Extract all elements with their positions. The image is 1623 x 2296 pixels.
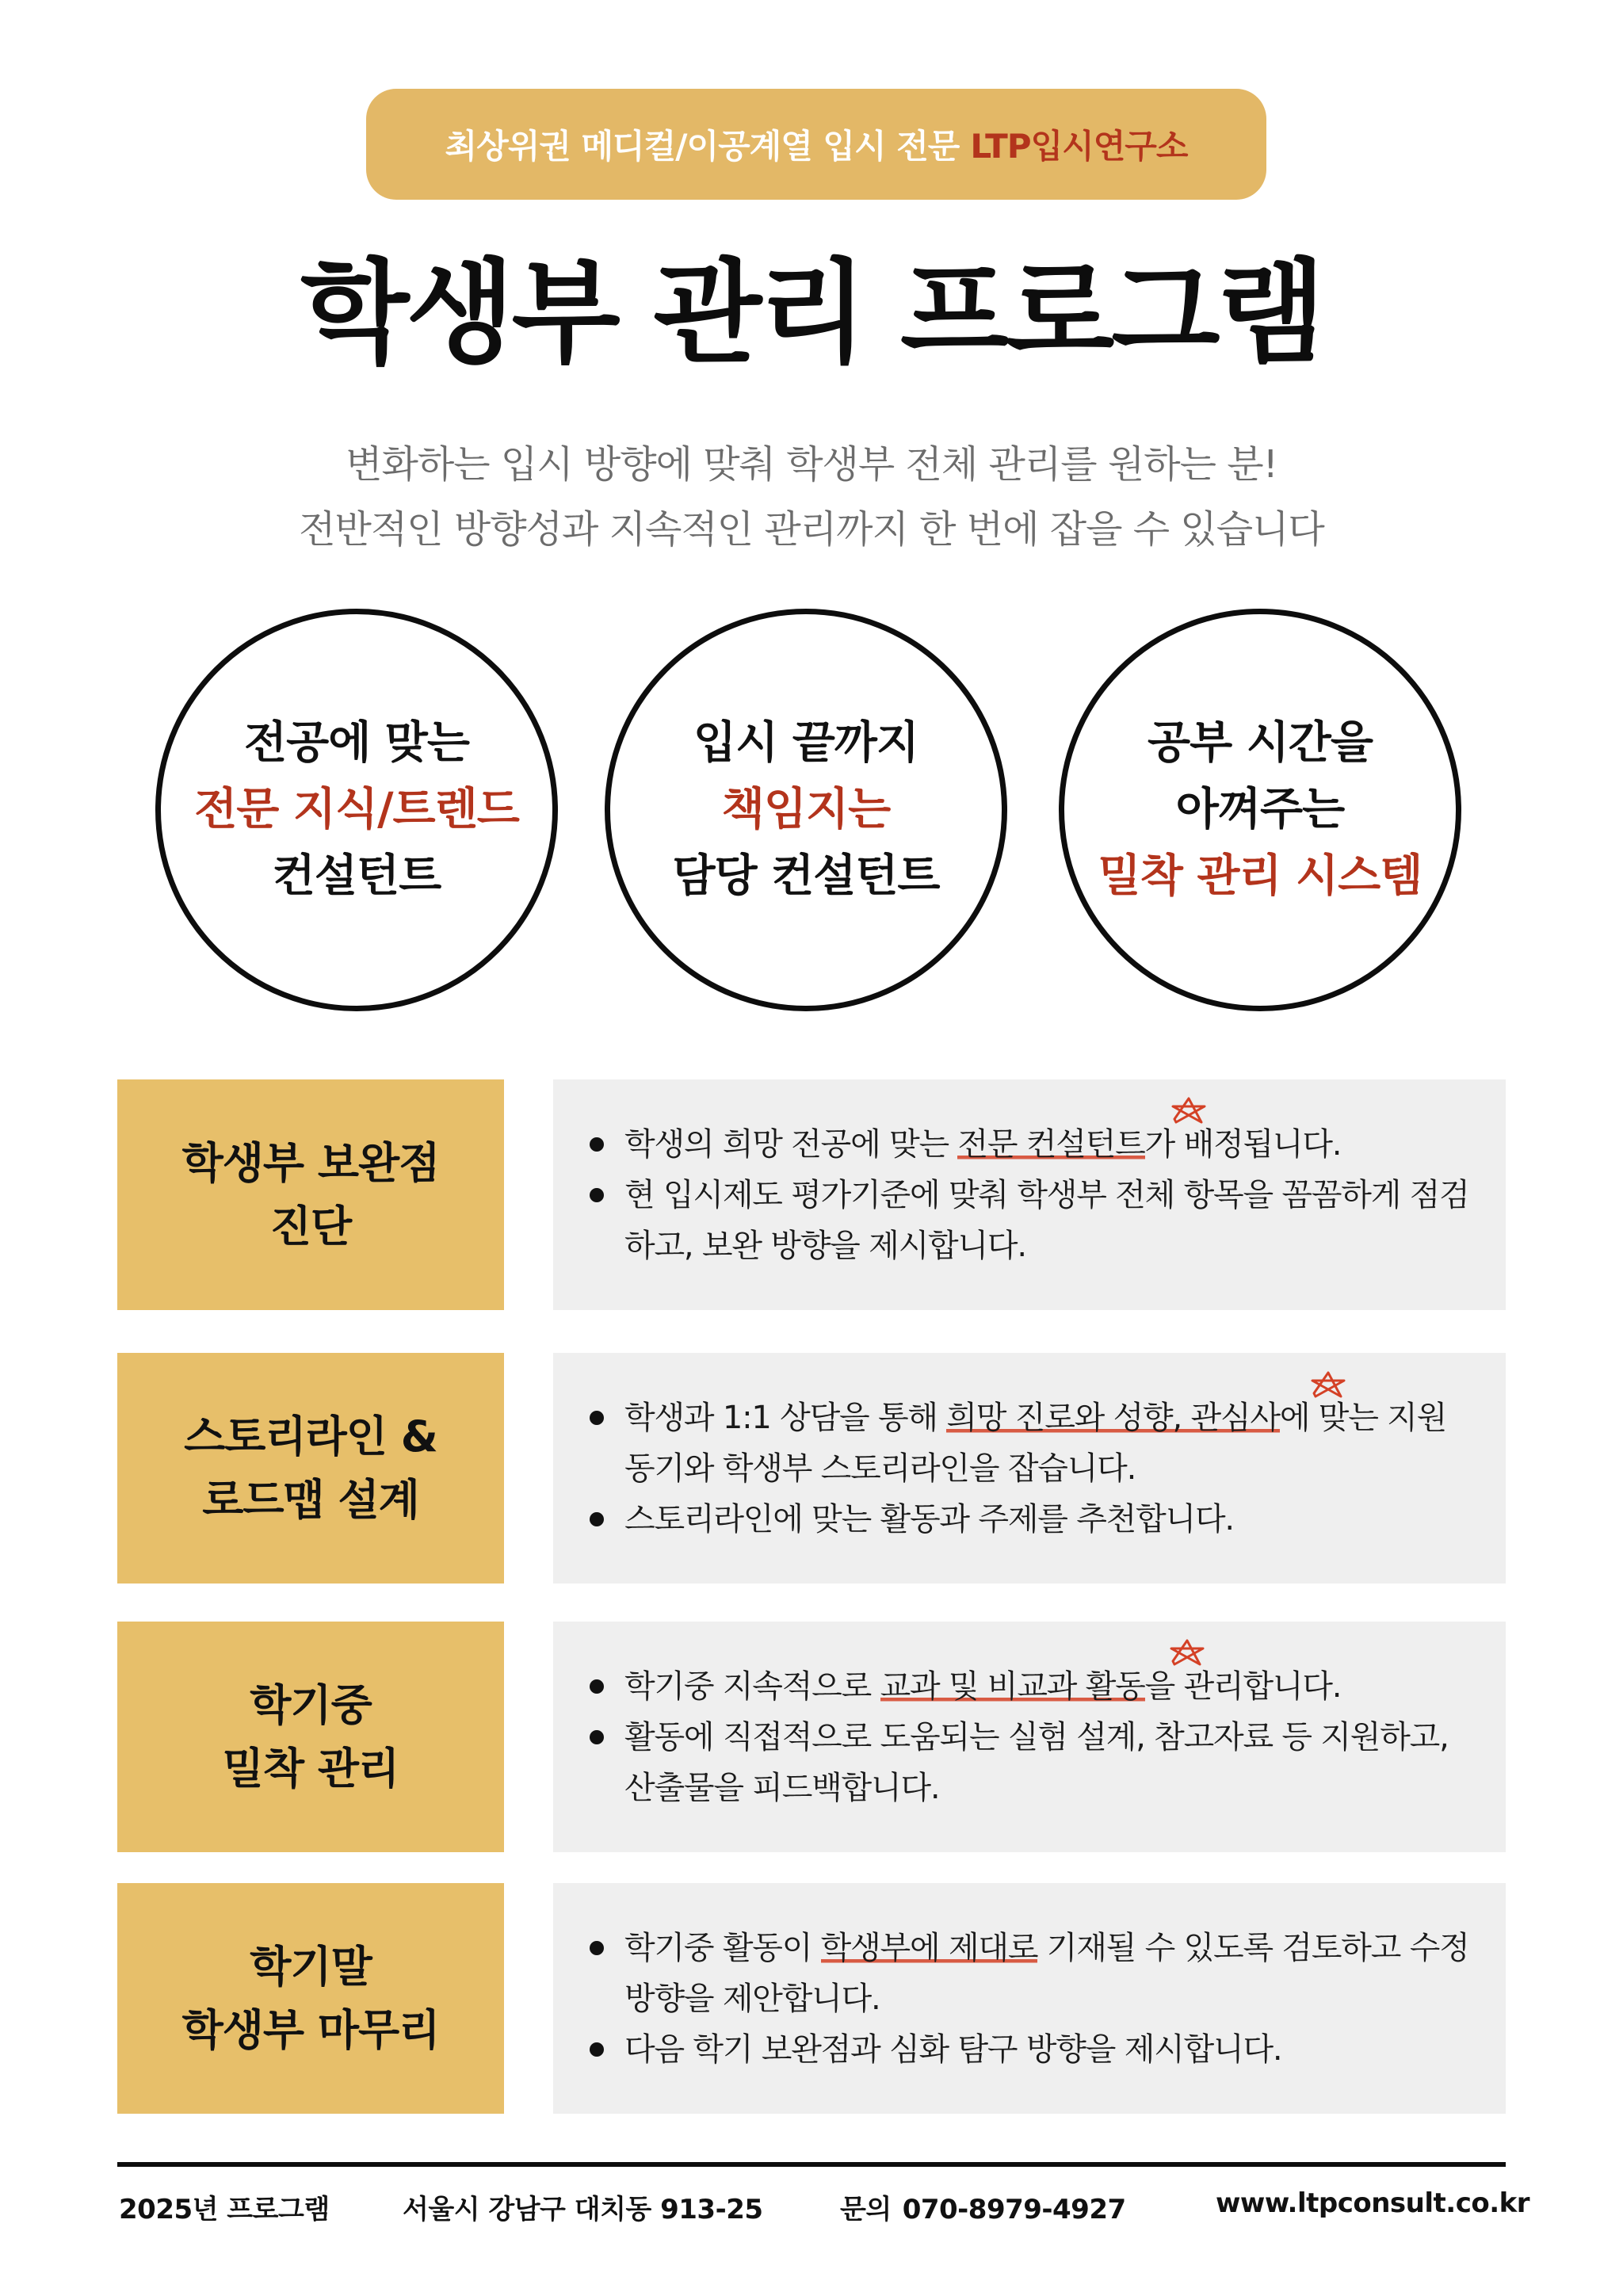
star-doodle-icon (1168, 1637, 1206, 1669)
feature-line-highlight: 밀착 관리 시스템 (1098, 850, 1423, 902)
feature-line: 컨설턴트 (272, 850, 441, 902)
feature-circle-responsibility (605, 609, 1007, 1011)
bullet-text: 학기중 지속적으로 (624, 1668, 880, 1705)
bullet-dot-icon (590, 1411, 604, 1425)
section-label-line: 학기중 (250, 1679, 372, 1730)
section-label-line: 학생부 보완점 (181, 1137, 440, 1188)
list-item (586, 1119, 1474, 1170)
feature-circle-system (1059, 609, 1461, 1011)
section-label-storyline (117, 1353, 504, 1584)
bullet-dot-icon (590, 1137, 604, 1152)
footer-address: 서울시 강남구 대치동 913-25 (403, 2194, 763, 2225)
footer-contact (840, 2187, 1126, 2226)
bullet-text: 학기중 활동이 (624, 1929, 821, 1966)
section-label-line: 밀착 관리 (222, 1743, 399, 1794)
bullet-highlight: 희망 진로와 성향, 관심사 (946, 1399, 1280, 1436)
bullet-dot-icon (590, 1512, 604, 1526)
section-label-semester-wrapup (117, 1883, 504, 2114)
bullet-highlight: 학생부에 제대로 (820, 1929, 1038, 1966)
feature-line: 전공에 맞는 (244, 717, 469, 769)
footer-contact-label: 문의 (840, 2194, 892, 2225)
section-label-line: 학생부 마무리 (181, 2004, 440, 2055)
feature-circle-expert (155, 609, 558, 1011)
list-item (586, 1170, 1474, 1271)
bullet-text: 활동에 직접적으로 도움되는 실험 설계, 참고자료 등 지원하고, 산출물을 피드백합니다. (624, 1718, 1449, 1806)
bullet-dot-icon (590, 2042, 604, 2057)
bullet-text: 현 입시제도 평가기준에 맞춰 학생부 전체 항목을 꼼꼼하게 점검하고, 보완 방향을 제시합니다. (624, 1176, 1469, 1264)
badge-brand: LTP입시연구소 (970, 127, 1188, 166)
bullet-highlight: 전문 컨설턴트 (957, 1125, 1145, 1163)
bullet-dot-icon (590, 1188, 604, 1202)
bullet-dot-icon (590, 1679, 604, 1694)
section-label-line: 스토리라인 & (184, 1411, 437, 1461)
list-item (586, 1923, 1474, 2024)
footer-divider (117, 2162, 1506, 2167)
bullet-dot-icon (590, 1941, 604, 1955)
star-doodle-icon (1170, 1095, 1208, 1127)
bullet-dot-icon (590, 1730, 604, 1744)
star-doodle-icon (1309, 1370, 1347, 1401)
section-description-semester-wrapup (553, 1883, 1506, 2114)
list-item (586, 1661, 1474, 1712)
bullet-highlight: 교과 및 비교과 활동 (880, 1668, 1145, 1705)
section-label-line: 학기말 (250, 1941, 372, 1992)
footer-website-link[interactable]: www.ltpconsult.co.kr (1216, 2187, 1530, 2219)
list-item (586, 2024, 1474, 2075)
feature-line: 담당 컨설턴트 (672, 850, 940, 902)
bullet-text: 기재될 수 있도록 검토하고 수정 방향을 제안합니다. (624, 1929, 1469, 2017)
bullet-text: 스토리라인에 맞는 활동과 주제를 추천합니다. (624, 1500, 1234, 1538)
bullet-text: 학생의 희망 전공에 맞는 (624, 1125, 958, 1163)
page-subtitle (0, 432, 1623, 562)
bullet-text: 을 관리합니다. (1144, 1668, 1342, 1705)
section-description-diagnosis (553, 1079, 1506, 1310)
bullet-text: 가 배정됩니다. (1144, 1125, 1342, 1163)
page-title: 학생부 관리 프로그램 (300, 248, 1323, 379)
program-badge (366, 89, 1266, 200)
section-label-line: 진단 (269, 1201, 352, 1251)
section-description-semester-management (553, 1622, 1506, 1852)
list-item (586, 1494, 1474, 1545)
list-item (586, 1712, 1474, 1813)
feature-line: 입시 끝까지 (693, 717, 918, 769)
subtitle-line-2: 전반적인 방향성과 지속적인 관리까지 한 번에 잡을 수 있습니다 (299, 507, 1324, 552)
feature-line-highlight: 전문 지식/트렌드 (194, 784, 519, 835)
badge-text: 최상위권 메디컬/이공계열 입시 전문 (445, 127, 960, 166)
section-label-semester-management (117, 1622, 504, 1852)
feature-line-highlight: 책임지는 (721, 784, 891, 835)
list-item (586, 1392, 1474, 1494)
footer-year: 2025년 프로그램 (119, 2194, 330, 2225)
section-label-diagnosis (117, 1079, 504, 1310)
bullet-text: 에 맞는 지원 동기와 학생부 스토리라인을 잡습니다. (624, 1399, 1447, 1487)
subtitle-line-1: 변화하는 입시 방향에 맞춰 학생부 전체 관리를 원하는 분! (346, 442, 1277, 487)
footer-phone: 070-8979-4927 (902, 2194, 1126, 2225)
feature-line: 공부 시간을 (1148, 717, 1373, 769)
section-label-line: 로드맵 설계 (202, 1474, 419, 1525)
feature-line: 아껴주는 (1175, 784, 1345, 835)
bullet-text: 다음 학기 보완점과 심화 탐구 방향을 제시합니다. (624, 2030, 1282, 2068)
bullet-text: 학생과 1:1 상담을 통해 (624, 1399, 947, 1436)
section-description-storyline (553, 1353, 1506, 1584)
